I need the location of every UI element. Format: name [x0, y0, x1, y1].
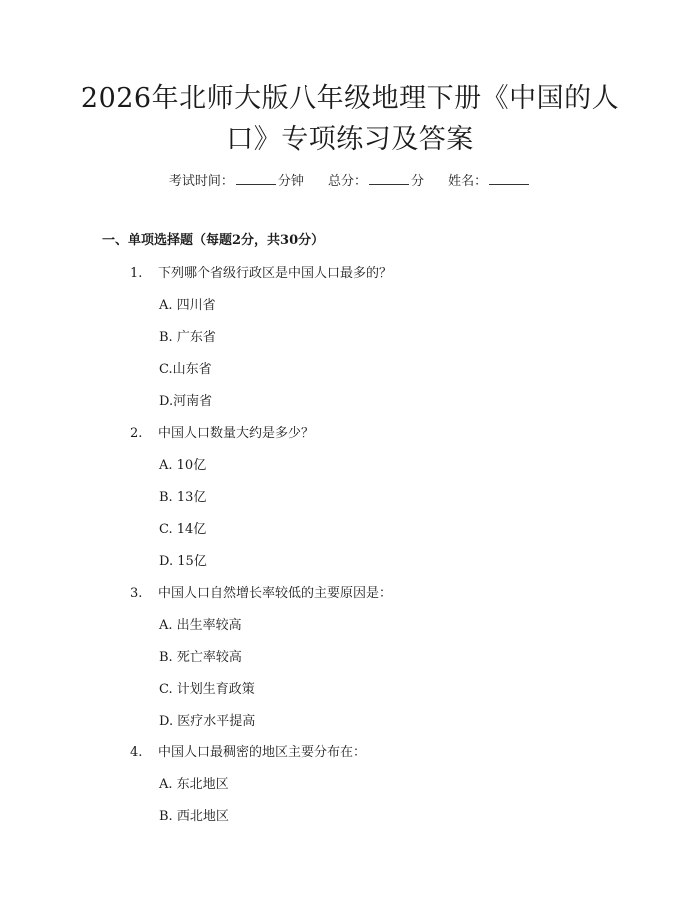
question-1: [130, 262, 392, 281]
option-2c: C. 14亿: [159, 522, 207, 537]
exam-time-label: 考试时间：: [168, 174, 234, 189]
student-name-label: 姓名：: [448, 174, 488, 189]
question-3: [130, 582, 392, 601]
total-score-label: 总分：: [327, 174, 367, 189]
document-title: [70, 78, 630, 160]
question-text: 中国人口最稠密的地区主要分布在：: [158, 745, 367, 760]
student-name-blank: [489, 172, 529, 185]
option-4b: B. 西北地区: [159, 809, 229, 824]
option-1d: D.河南省: [159, 394, 213, 409]
total-score-unit: 分: [411, 174, 425, 189]
option-3b: B. 死亡率较高: [159, 650, 242, 665]
option-1a: A. 四川省: [159, 298, 216, 313]
option-2d: D. 15亿: [159, 554, 207, 569]
option-3c: C. 计划生育政策: [159, 682, 255, 697]
total-score-blank: [369, 172, 409, 185]
option-2b: B. 13亿: [159, 490, 207, 505]
question-number: 4.: [130, 745, 143, 760]
option-1b: B. 广东省: [159, 330, 216, 345]
question-number: 2.: [130, 426, 143, 441]
section-heading: 一、单项选择题（每题2分，共30分）: [102, 233, 325, 248]
option-4a: A. 东北地区: [159, 777, 229, 792]
option-2a: A. 10亿: [159, 458, 207, 473]
exam-meta: [0, 170, 700, 189]
question-4: [130, 741, 366, 760]
question-number: 1.: [130, 266, 143, 281]
title-line-2: 口》专项练习及答案: [226, 124, 474, 155]
title-line-1: 2026年北师大版八年级地理下册《中国的人: [80, 83, 620, 114]
question-2: [130, 422, 314, 441]
exam-time-blank: [236, 172, 276, 185]
option-3a: A. 出生率较高: [159, 618, 242, 633]
total-score: [328, 170, 424, 189]
option-1c: C.山东省: [159, 362, 212, 377]
question-text: 下列哪个省级行政区是中国人口最多的？: [158, 266, 393, 281]
question-number: 3.: [130, 586, 143, 601]
option-3d: D. 医疗水平提高: [159, 714, 256, 729]
exam-time-unit: 分钟: [277, 174, 304, 189]
student-name: [448, 170, 531, 189]
exam-time: [169, 170, 304, 189]
question-text: 中国人口数量大约是多少？: [158, 426, 315, 441]
question-text: 中国人口自然增长率较低的主要原因是：: [158, 586, 393, 601]
